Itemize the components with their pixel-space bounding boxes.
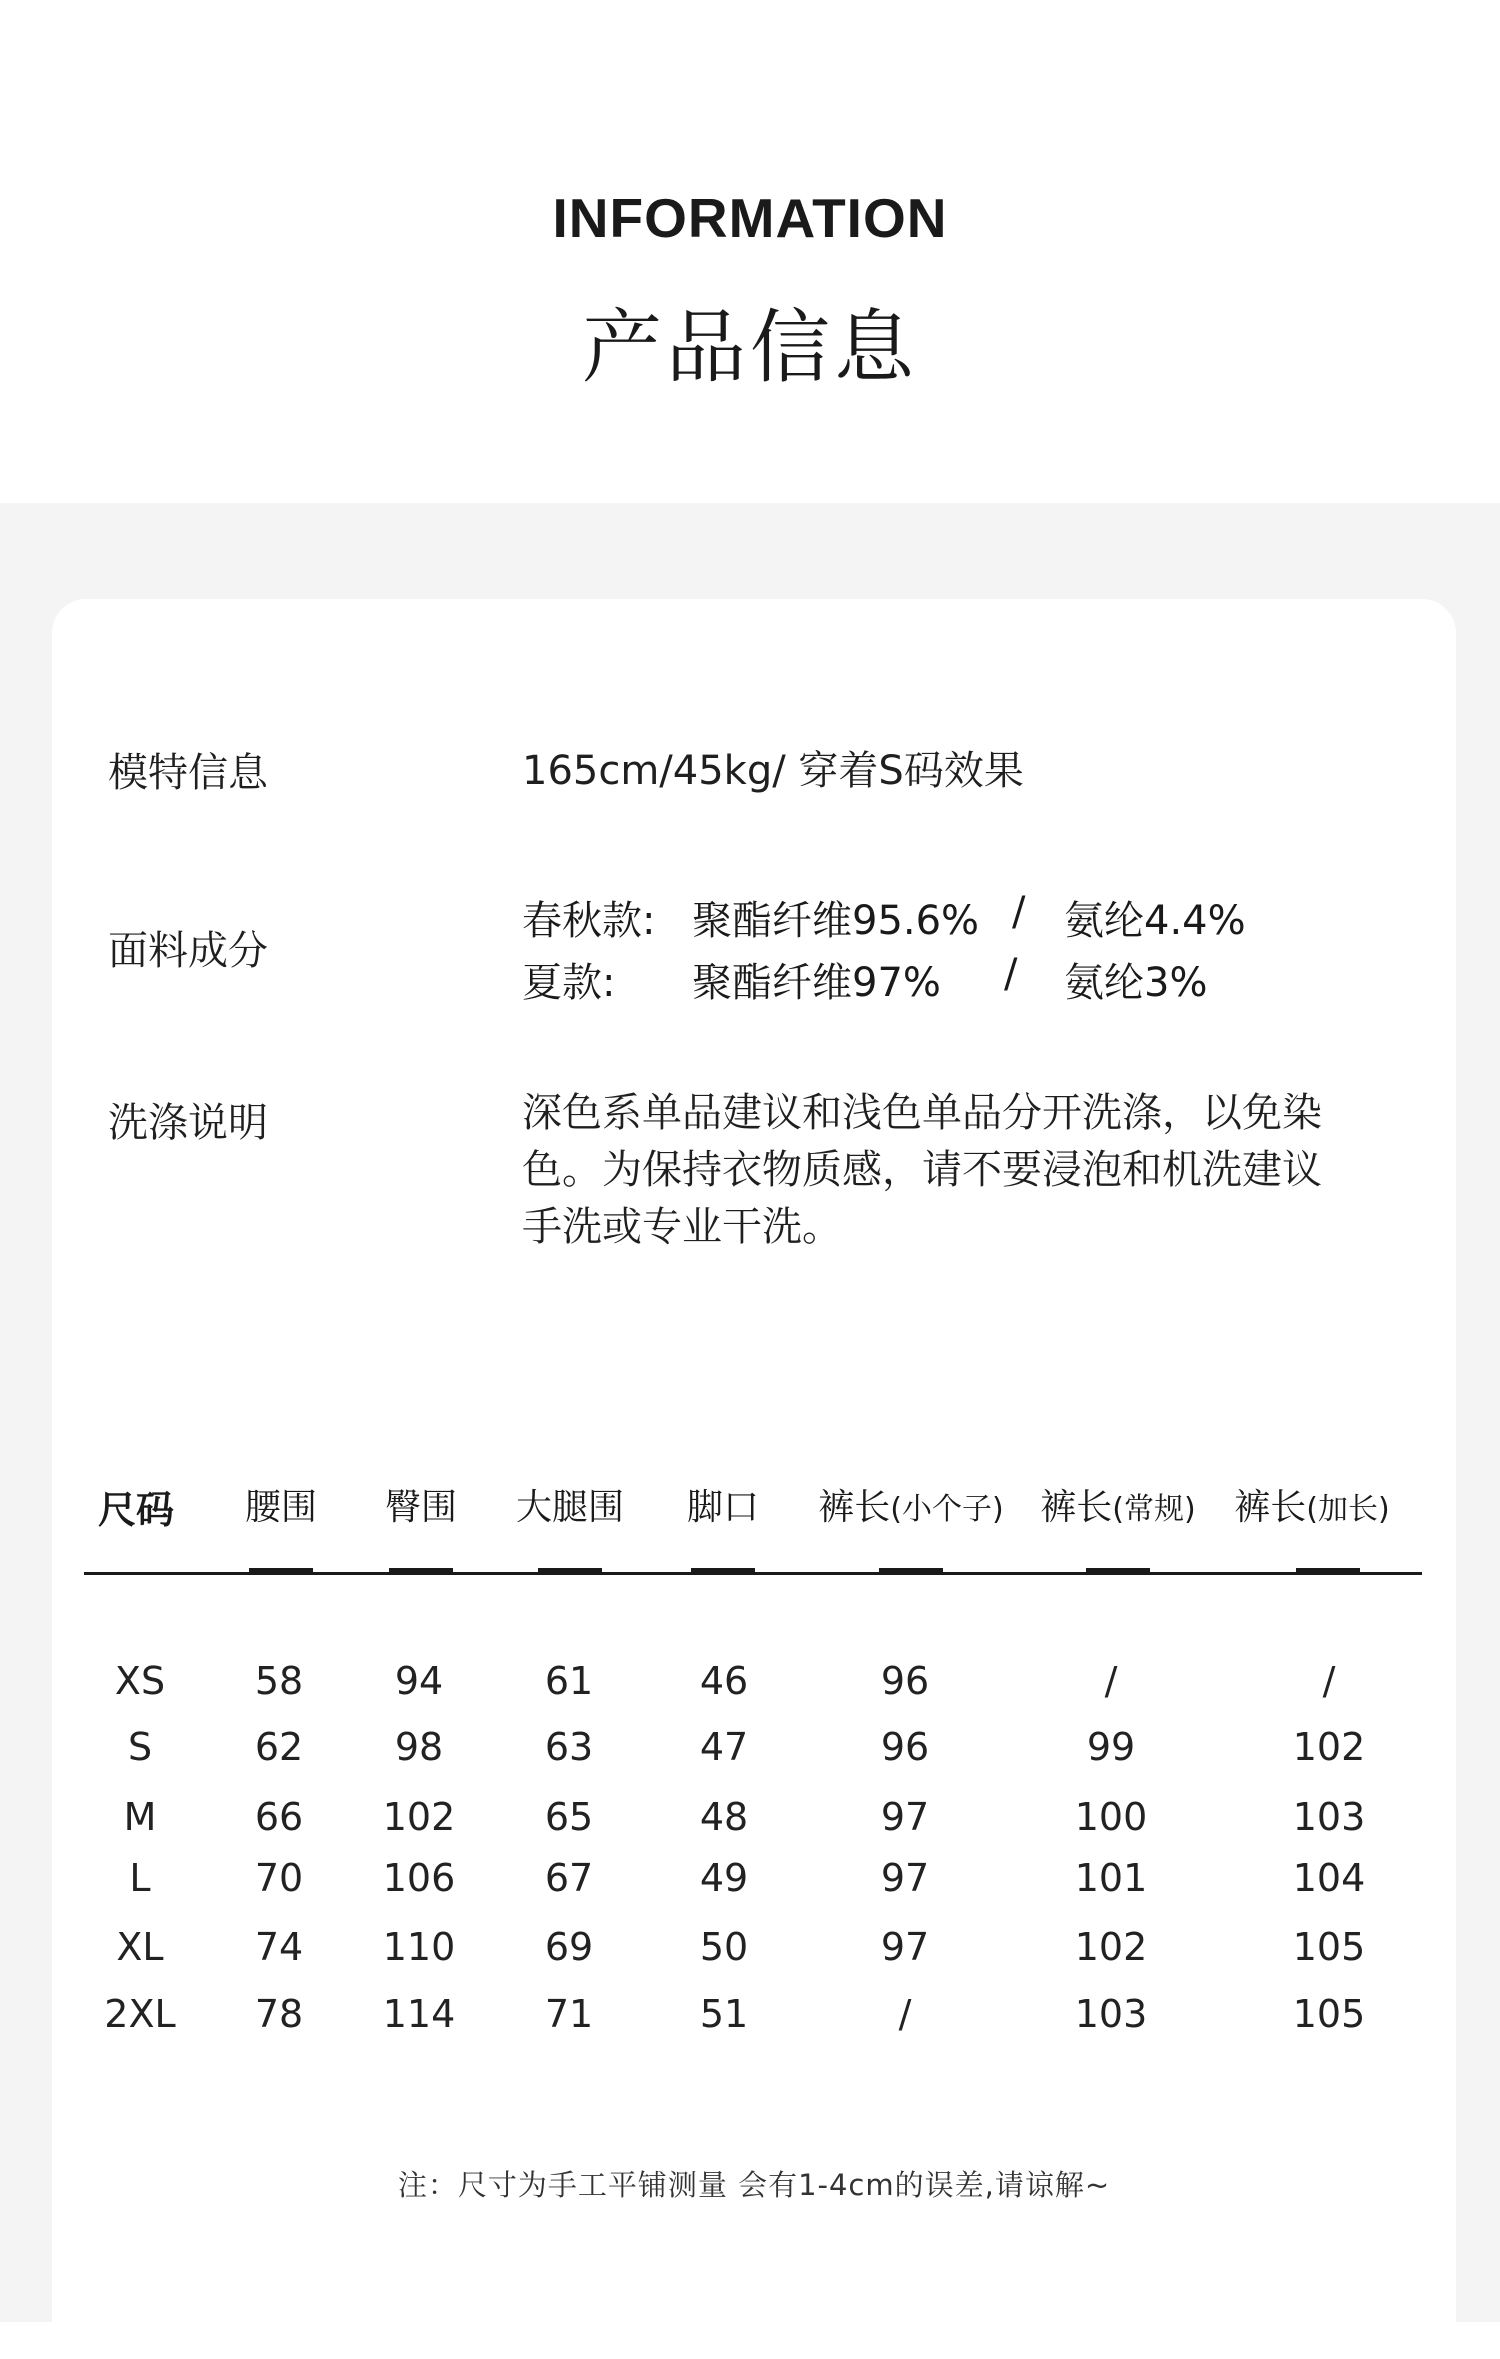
cell-length-petite: 97 [880, 1856, 930, 1900]
cell-leg-opening: 49 [699, 1856, 749, 1900]
col-head-thigh: 大腿围 [515, 1487, 625, 1528]
cell-length-regular: 100 [1074, 1795, 1148, 1839]
cell-hip: 114 [382, 1992, 456, 2036]
cell-length-long: 105 [1292, 1925, 1366, 1969]
cell-length-regular: 101 [1074, 1856, 1148, 1900]
model-info-value: 165cm/45kg/ 穿着S码效果 [522, 748, 1024, 794]
cell-thigh: 61 [544, 1659, 594, 1703]
col-head-length-long: 裤长(加长) [1234, 1487, 1390, 1528]
measurement-note: 注：尺寸为手工平铺测量 会有1-4cm的误差,请谅解~ [397, 2168, 1111, 2202]
cell-thigh: 71 [544, 1992, 594, 2036]
cell-hip: 110 [382, 1925, 456, 1969]
cell-length-long: 105 [1292, 1992, 1366, 2036]
cell-length-petite: 97 [880, 1795, 930, 1839]
size-table-header [52, 1479, 1456, 1539]
cell-leg-opening: 50 [699, 1925, 749, 1969]
cell-length-regular: / [1104, 1659, 1118, 1703]
cell-hip: 106 [382, 1856, 456, 1900]
wash-instructions: 深色系单品建议和浅色单品分开洗涤，以免染色。为保持衣物质感，请不要浸泡和机洗建议手洗或专业干洗。 [522, 1090, 1322, 1250]
col-head-hip: 臀围 [384, 1487, 458, 1528]
cell-length-long: / [1322, 1659, 1336, 1703]
col-head-waist: 腰围 [244, 1487, 318, 1528]
cell-size: XS [114, 1659, 166, 1703]
col-head-length-petite: 裤长(小个子) [818, 1487, 1004, 1528]
cell-length-long: 102 [1292, 1725, 1366, 1769]
cell-length-petite: 96 [880, 1725, 930, 1769]
divider-tick [879, 1568, 943, 1575]
cell-size: XL [116, 1925, 164, 1969]
title-english: INFORMATION [552, 187, 948, 249]
divider-tick [1296, 1568, 1360, 1575]
info-card [52, 599, 1456, 2359]
cell-thigh: 67 [544, 1856, 594, 1900]
cell-hip: 98 [394, 1725, 444, 1769]
fabric-material: 聚酯纤维95.6% [692, 898, 980, 944]
cell-size: 2XL [104, 1992, 176, 2036]
cell-thigh: 65 [544, 1795, 594, 1839]
cell-length-regular: 102 [1074, 1925, 1148, 1969]
fabric-season: 春秋款: [522, 898, 656, 944]
page-header [0, 0, 1500, 503]
col-head-leg-opening: 脚口 [686, 1487, 760, 1528]
divider-tick [389, 1568, 453, 1575]
cell-hip: 94 [394, 1659, 444, 1703]
fabric-separator: / [1004, 951, 1018, 997]
cell-length-long: 103 [1292, 1795, 1366, 1839]
fabric-separator: / [1012, 889, 1026, 935]
cell-length-regular: 103 [1074, 1992, 1148, 2036]
divider-tick [691, 1568, 755, 1575]
cell-waist: 62 [254, 1725, 304, 1769]
title-chinese: 产品信息 [582, 301, 918, 394]
cell-length-petite: 96 [880, 1659, 930, 1703]
cell-length-petite: 97 [880, 1925, 930, 1969]
model-info-label: 模特信息 [108, 750, 268, 796]
cell-leg-opening: 51 [699, 1992, 749, 2036]
cell-leg-opening: 48 [699, 1795, 749, 1839]
cell-size: S [127, 1725, 153, 1769]
col-head-size: 尺码 [98, 1488, 175, 1532]
cell-waist: 78 [254, 1992, 304, 2036]
fabric-label: 面料成分 [108, 928, 268, 974]
cell-waist: 70 [254, 1856, 304, 1900]
cell-length-long: 104 [1292, 1856, 1366, 1900]
cell-size: M [123, 1795, 157, 1839]
fabric-season: 夏款: [522, 960, 616, 1006]
cell-thigh: 63 [544, 1725, 594, 1769]
cell-waist: 74 [254, 1925, 304, 1969]
fabric-spandex: 氨纶3% [1064, 960, 1208, 1006]
divider-tick [249, 1568, 313, 1575]
col-head-length-regular: 裤长(常规) [1040, 1487, 1196, 1528]
cell-waist: 66 [254, 1795, 304, 1839]
fabric-spandex: 氨纶4.4% [1064, 898, 1246, 944]
cell-waist: 58 [254, 1659, 304, 1703]
divider-tick [538, 1568, 602, 1575]
cell-thigh: 69 [544, 1925, 594, 1969]
cell-length-regular: 99 [1086, 1725, 1136, 1769]
divider-tick [1086, 1568, 1150, 1575]
cell-length-petite: / [898, 1992, 912, 2036]
cell-size: L [129, 1856, 151, 1900]
cell-hip: 102 [382, 1795, 456, 1839]
cell-leg-opening: 47 [699, 1725, 749, 1769]
fabric-material: 聚酯纤维97% [692, 960, 941, 1006]
wash-label: 洗涤说明 [108, 1100, 268, 1146]
cell-leg-opening: 46 [699, 1659, 749, 1703]
